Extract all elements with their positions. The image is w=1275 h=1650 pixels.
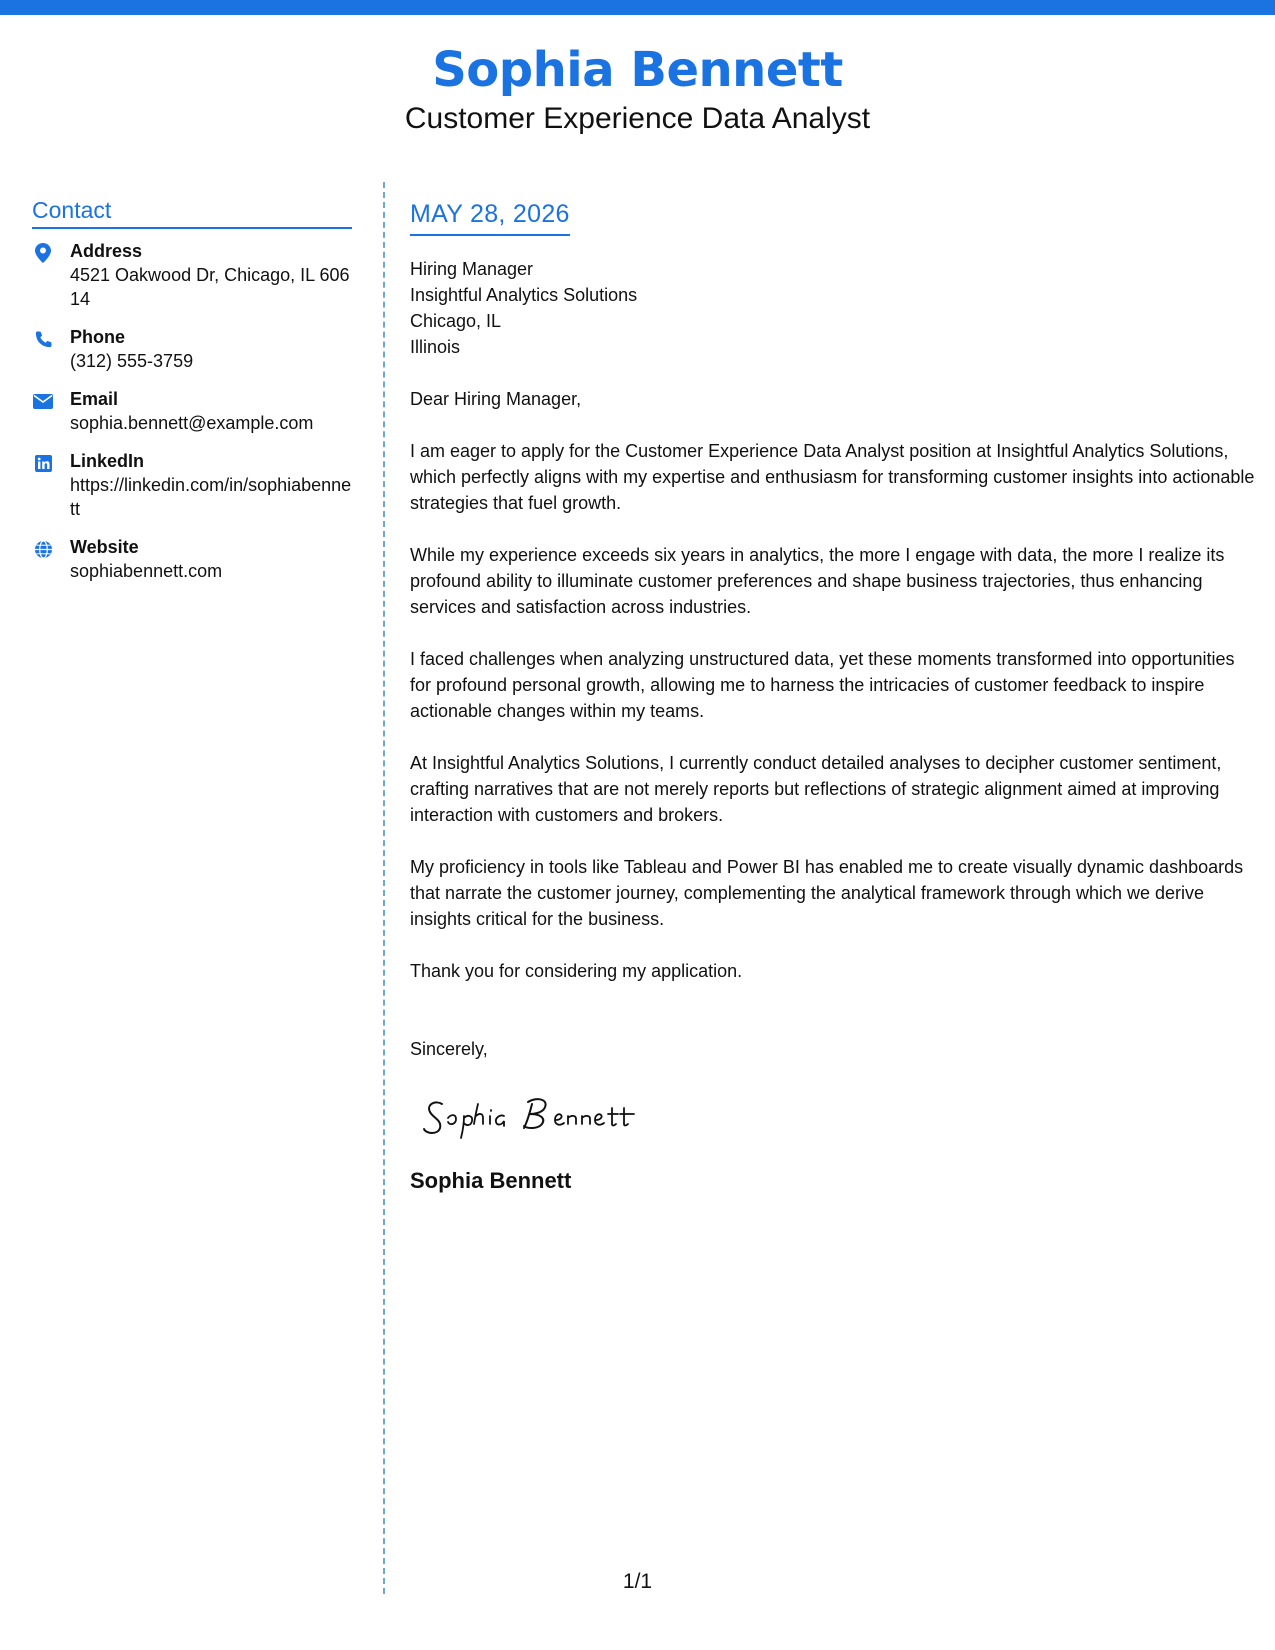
paragraph: I faced challenges when analyzing unstructured data, yet these moments transformed into opportunities for profound personal growth, allowing me to harness the intricacies of customer feedback to inspire actionable changes within my teams. — [410, 649, 1235, 721]
recipient-block — [410, 256, 1255, 360]
letter-date: MAY 28, 2026 — [410, 198, 570, 236]
email-value[interactable]: sophia.bennett@example.com — [70, 413, 314, 433]
recipient-line: Chicago, IL — [410, 311, 502, 331]
contact-label: LinkedIn — [70, 451, 145, 471]
paragraph: Thank you for considering my application. — [410, 961, 743, 981]
contact-item-linkedin — [32, 449, 352, 521]
contact-item-address — [32, 239, 352, 311]
candidate-name: Sophia Bennett — [432, 42, 843, 98]
phone-value: (312) 555-3759 — [70, 351, 194, 371]
recipient-line: Insightful Analytics Solutions — [410, 285, 638, 305]
top-accent-bar — [0, 0, 1275, 15]
signer-name: Sophia Bennett — [410, 1168, 572, 1193]
globe-icon — [32, 538, 54, 560]
contact-item-phone — [32, 325, 352, 373]
recipient-line: Hiring Manager — [410, 259, 534, 279]
location-pin-icon — [32, 242, 54, 264]
contact-label: Email — [70, 389, 119, 409]
paragraph: I am eager to apply for the Customer Experience Data Analyst position at Insightful Analytics Solutions, which perfectly aligns with my expertise and enthusiasm for transforming customer insights into actionable strategies that fuel growth. — [410, 441, 1255, 513]
salutation: Dear Hiring Manager, — [410, 389, 582, 409]
contact-list — [32, 239, 352, 583]
header — [0, 40, 1275, 138]
contact-label: Phone — [70, 327, 126, 347]
linkedin-value[interactable]: https://linkedin.com/in/sophiabennett — [70, 475, 352, 519]
closing: Sincerely, — [410, 1039, 488, 1059]
phone-icon — [32, 328, 54, 350]
column-divider — [383, 182, 385, 1594]
contact-sidebar — [32, 195, 352, 597]
contact-item-email — [32, 387, 352, 435]
paragraph: At Insightful Analytics Solutions, I currently conduct detailed analyses to decipher customer sentiment, crafting narratives that are not merely reports but reflections of strategic alignment aimed at improving interaction with customers and brokers. — [410, 753, 1222, 825]
letter-body — [410, 198, 1255, 1195]
paragraph: My proficiency in tools like Tableau and Power BI has enabled me to create visually dynamic dashboards that narrate the customer journey, complementing the analytical framework through which we derive insights critical for the business. — [410, 857, 1244, 929]
signature-image — [420, 1082, 680, 1142]
contact-label: Address — [70, 241, 143, 261]
envelope-icon — [32, 390, 54, 412]
paragraph: While my experience exceeds six years in analytics, the more I engage with data, the more I realize its profound ability to illuminate customer preferences and shape business trajectories, thus enhancing services and satisfaction across industries. — [410, 545, 1225, 617]
website-value[interactable]: sophiabennett.com — [70, 561, 223, 581]
address-value: 4521 Oakwood Dr, Chicago, IL 60614 — [70, 265, 350, 309]
recipient-line: Illinois — [410, 337, 461, 357]
contact-label: Website — [70, 537, 139, 557]
contact-item-website — [32, 535, 352, 583]
contact-heading: Contact — [32, 195, 352, 229]
linkedin-icon — [32, 452, 54, 474]
page-number: 1/1 — [622, 1570, 653, 1593]
job-title: Customer Experience Data Analyst — [404, 102, 871, 135]
